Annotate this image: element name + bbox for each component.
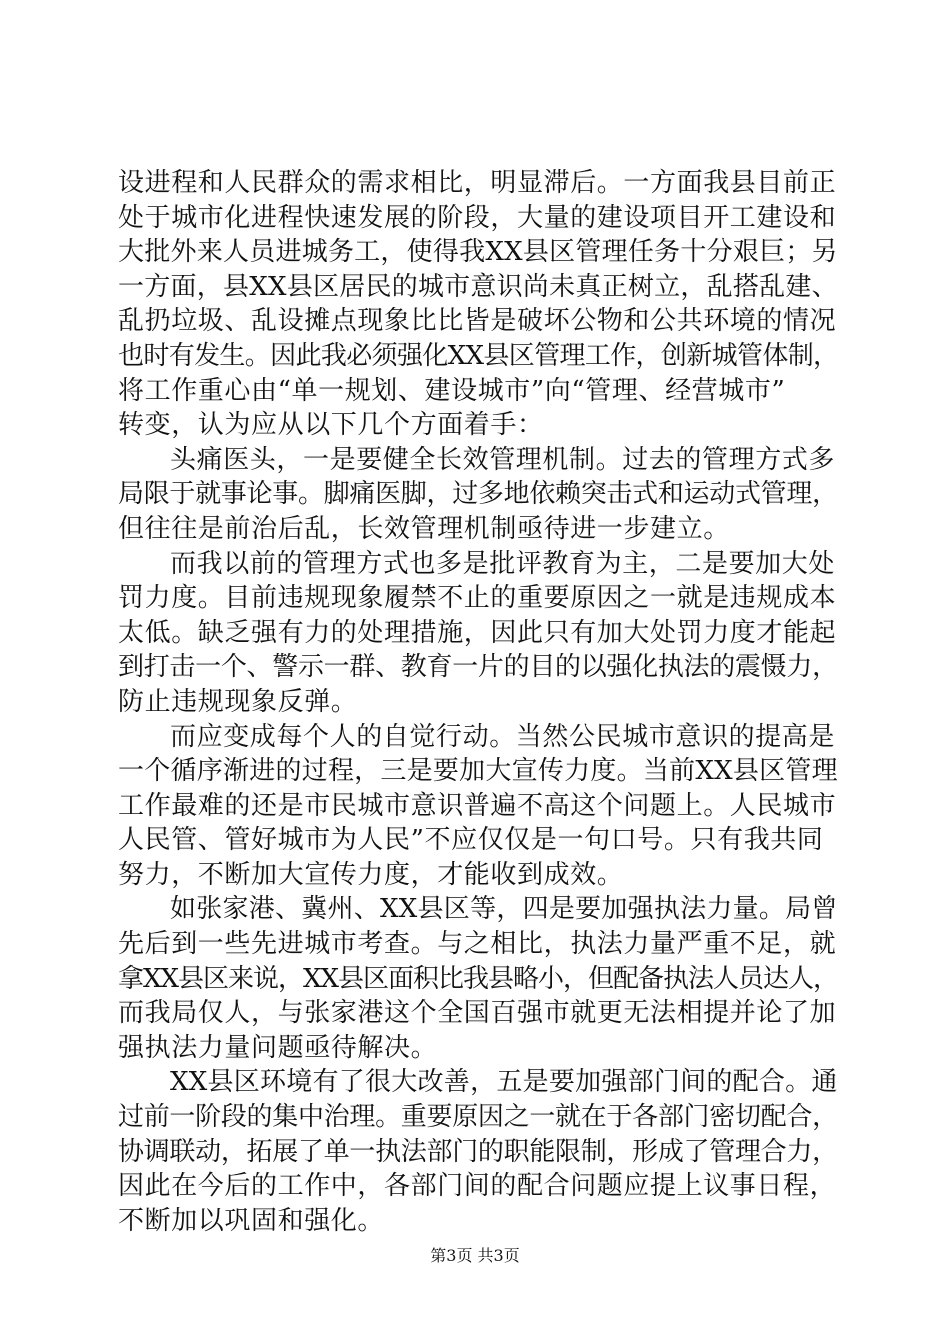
text-line: 设进程和人民群众的需求相比，明显滞后。一方面我县目前正 xyxy=(118,168,837,198)
text-line: 拿XX县区来说，XX县区面积比我县略小，但配备执法人员达人， xyxy=(118,963,839,994)
paragraph xyxy=(118,1065,838,1238)
page-footer: 第3页 共3页 xyxy=(430,1246,520,1265)
text-line: 而我以前的管理方式也多是批评教育为主，二是要加大处 xyxy=(170,548,836,579)
text-line: 先后到一些先进城市考查。与之相比，执法力量严重不足，就 xyxy=(118,929,837,960)
text-line: 努力，不断加大宣传力度，才能收到成效。 xyxy=(118,859,624,890)
text-line: 也时有发生。因此我必须强化XX县区管理工作，创新城管体制， xyxy=(118,340,839,371)
text-line: 太低。缺乏强有力的处理措施，因此只有加大处罚力度才能起 xyxy=(118,617,837,648)
paragraph xyxy=(118,166,838,443)
text-line: 一个循序渐进的过程，三是要加大宣传力度。当前XX县区管理 xyxy=(118,756,838,787)
text-line: 处于城市化进程快速发展的阶段，大量的建设项目开工建设和 xyxy=(118,202,837,233)
text-line: 局限于就事论事。脚痛医脚，过多地依赖突击式和运动式管理， xyxy=(118,479,838,510)
paragraph xyxy=(118,547,838,720)
text-line: 而我局仅人，与张家港这个全国百强市就更无法相提并论了加 xyxy=(118,998,837,1029)
text-line: 大批外来人员进城务工，使得我XX县区管理任务十分艰巨；另 xyxy=(118,237,838,268)
text-line: 过前一阶段的集中治理。重要原因之一就在于各部门密切配合， xyxy=(118,1102,838,1133)
text-line: 将工作重心由“单一规划、建设城市”向“管理、经营城市” xyxy=(118,375,786,406)
text-line: 人民管、管好城市为人民”不应仅仅是一句口号。只有我共同 xyxy=(118,825,824,856)
text-line: 协调联动，拓展了单一执法部门的职能限制，形成了管理合力， xyxy=(118,1136,838,1167)
text-line: 而应变成每个人的自觉行动。当然公民城市意识的提高是 xyxy=(170,721,836,752)
text-line: 工作最难的还是市民城市意识普遍不高这个问题上。人民城市 xyxy=(118,790,837,821)
document-body xyxy=(118,166,838,1238)
text-line: XX县区环境有了很大改善，五是要加强部门间的配合。通 xyxy=(170,1067,838,1098)
text-line: 到打击一个、警示一群、教育一片的目的以强化执法的震慑力， xyxy=(118,652,838,683)
text-line: 如张家港、冀州、XX县区等，四是要加强执法力量。局曾 xyxy=(170,894,838,925)
paragraph xyxy=(118,892,838,1065)
text-line: 乱扔垃圾、乱设摊点现象比比皆是破坏公物和公共环境的情况 xyxy=(118,306,837,337)
text-line: 因此在今后的工作中，各部门间的配合问题应提上议事日程， xyxy=(118,1171,837,1202)
text-line: 转变，认为应从以下几个方面着手： xyxy=(118,410,544,441)
text-line: 头痛医头，一是要健全长效管理机制。过去的管理方式多 xyxy=(170,444,836,475)
text-line: 罚力度。目前违规现象履禁不止的重要原因之一就是违规成本 xyxy=(118,583,837,614)
text-line: 防止违规现象反弹。 xyxy=(118,686,358,717)
text-line: 但往往是前治后乱，长效管理机制亟待进一步建立。 xyxy=(118,513,730,544)
text-line: 不断加以巩固和强化。 xyxy=(118,1205,385,1236)
paragraph xyxy=(118,720,838,893)
text-line: 强执法力量问题亟待解决。 xyxy=(118,1032,438,1063)
text-line: 一方面，县XX县区居民的城市意识尚未真正树立，乱搭乱建、 xyxy=(118,271,838,302)
paragraph xyxy=(118,443,838,547)
